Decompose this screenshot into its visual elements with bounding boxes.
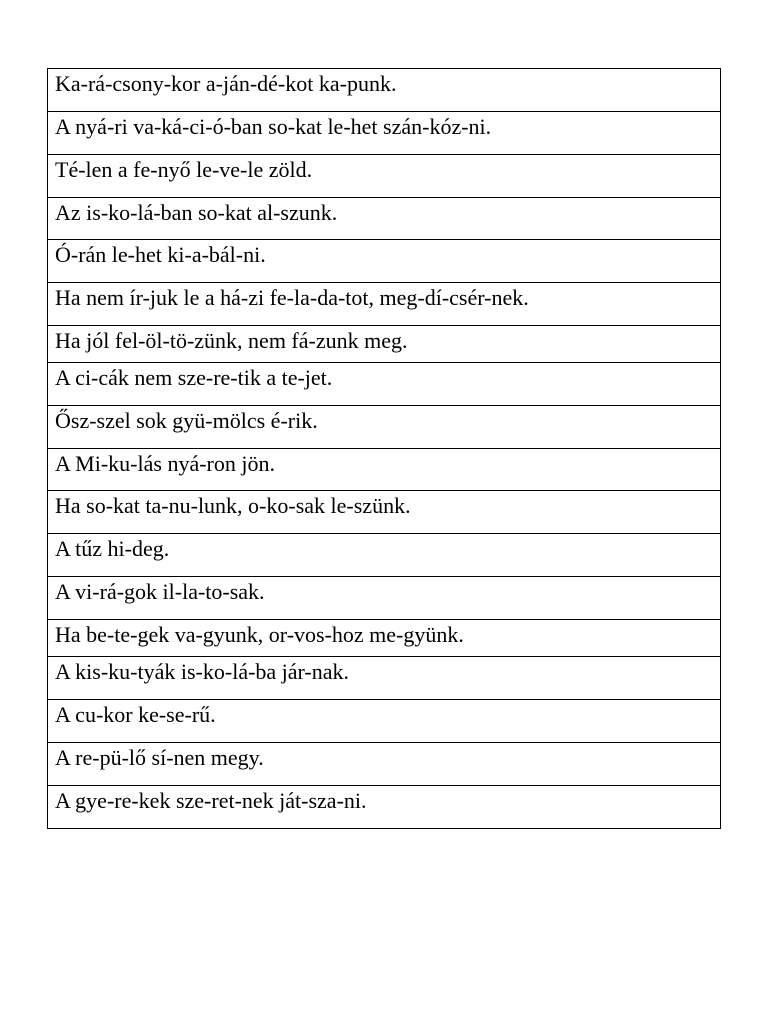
table-row — [48, 577, 721, 620]
sentence-cell: A nyá-ri va-ká-ci-ó-ban so-kat le-het szán-kóz-ni. — [48, 112, 721, 155]
table-row — [48, 657, 721, 700]
table-row — [48, 198, 721, 240]
table-row — [48, 363, 721, 406]
sentence-cell: Az is-ko-lá-ban so-kat al-szunk. — [48, 198, 721, 240]
table-row — [48, 283, 721, 326]
table-row — [48, 449, 721, 491]
sentence-cell: Ka-rá-csony-kor a-ján-dé-kot ka-punk. — [48, 69, 721, 112]
table-row — [48, 326, 721, 363]
worksheet — [47, 68, 721, 829]
table-row — [48, 69, 721, 112]
sentence-cell: Ó-rán le-het ki-a-bál-ni. — [48, 240, 721, 283]
table-row — [48, 743, 721, 786]
table-row — [48, 155, 721, 198]
sentence-cell: A ci-cák nem sze-re-tik a te-jet. — [48, 363, 721, 406]
table-row — [48, 620, 721, 657]
sentence-table — [47, 68, 721, 829]
table-row — [48, 406, 721, 449]
sentence-cell: A cu-kor ke-se-rű. — [48, 700, 721, 743]
table-row — [48, 491, 721, 534]
sentence-cell: A vi-rá-gok il-la-to-sak. — [48, 577, 721, 620]
table-row — [48, 534, 721, 577]
sentence-cell: Ha nem ír-juk le a há-zi fe-la-da-tot, meg-dí-csér-nek. — [48, 283, 721, 326]
sentence-cell: Ha be-te-gek va-gyunk, or-vos-hoz me-gyünk. — [48, 620, 721, 657]
sentence-cell: Ha so-kat ta-nu-lunk, o-ko-sak le-szünk. — [48, 491, 721, 534]
sentence-cell: Ha jól fel-öl-tö-zünk, nem fá-zunk meg. — [48, 326, 721, 363]
sentence-cell: A tűz hi-deg. — [48, 534, 721, 577]
sentence-cell: A Mi-ku-lás nyá-ron jön. — [48, 449, 721, 491]
sentence-cell: A gye-re-kek sze-ret-nek ját-sza-ni. — [48, 786, 721, 829]
sentence-cell: Té-len a fe-nyő le-ve-le zöld. — [48, 155, 721, 198]
sentence-cell: A re-pü-lő sí-nen megy. — [48, 743, 721, 786]
table-row — [48, 700, 721, 743]
table-row — [48, 786, 721, 829]
table-row — [48, 112, 721, 155]
table-row — [48, 240, 721, 283]
sentence-cell: Ősz-szel sok gyü-mölcs é-rik. — [48, 406, 721, 449]
sentence-cell: A kis-ku-tyák is-ko-lá-ba jár-nak. — [48, 657, 721, 700]
